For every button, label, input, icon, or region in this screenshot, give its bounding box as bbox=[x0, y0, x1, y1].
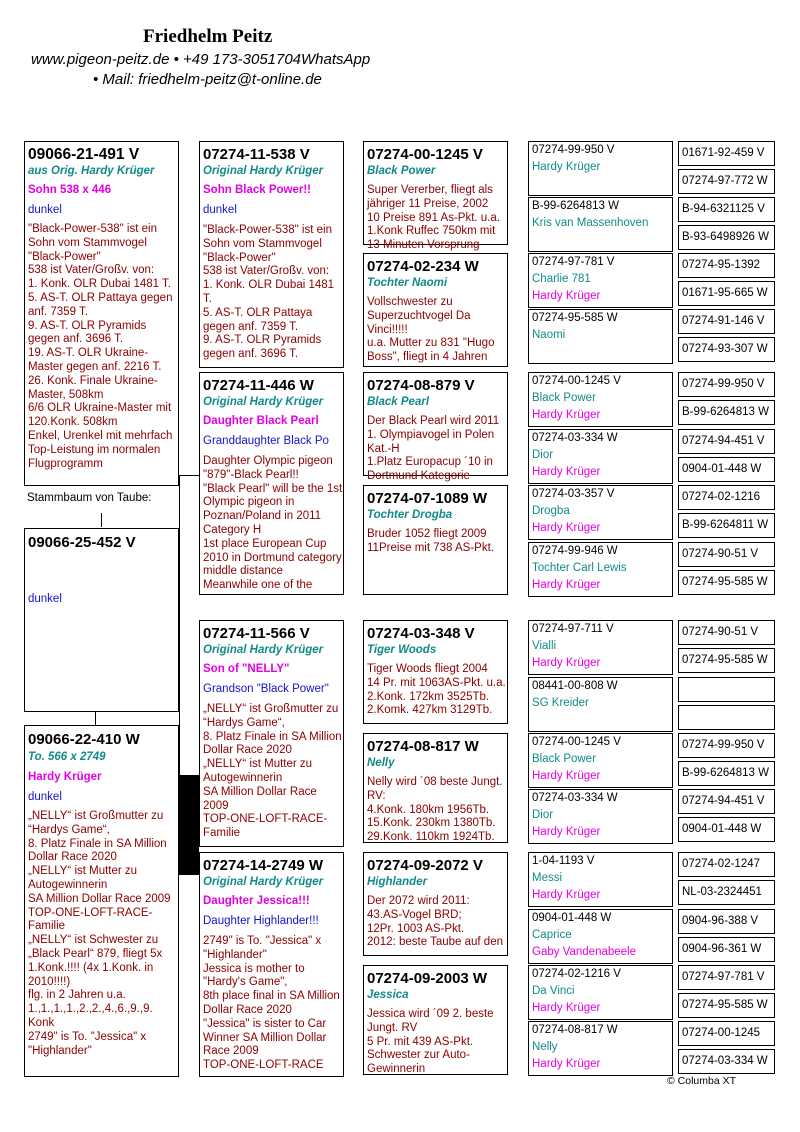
grandparent-card bbox=[363, 372, 508, 483]
parent-origin: Original Hardy Krüger bbox=[203, 165, 324, 177]
great-grandparent-card bbox=[528, 620, 673, 675]
gen5-card bbox=[678, 309, 775, 334]
gen5-ring: 01671-92-459 V bbox=[682, 147, 765, 159]
great-grandparent-breeder: Hardy Krüger bbox=[532, 1002, 601, 1014]
great-grandparent-name: Vialli bbox=[532, 640, 557, 652]
parent-ring: 07274-14-2749 W bbox=[203, 857, 324, 874]
gen5-card bbox=[678, 965, 775, 990]
great-grandparent-card bbox=[528, 197, 673, 252]
grandparent-remarks: Der Black Pearl wird 2011 1. Olympiavogel in Polen Kat.-H 1.Platz Europacup ´10 in Dortmund Kategorie bbox=[367, 415, 500, 483]
parent-note: Daughter Jessica!!! bbox=[203, 895, 310, 907]
great-grandparent-ring: 07274-00-1245 V bbox=[532, 736, 621, 748]
grandparent-ring: 07274-03-348 V bbox=[367, 625, 475, 642]
grandparent-name: Highlander bbox=[367, 876, 428, 888]
grandparent-name: Black Power bbox=[367, 165, 436, 177]
gen5-card bbox=[678, 169, 775, 194]
grandparent-ring: 07274-08-879 V bbox=[367, 377, 475, 394]
grandparent-remarks: Super Vererber, fliegt als jähriger 11 Preise, 2002 10 Preise 891 As-Pkt. u.a. 1.Konk Ruffec 750km mit 13 Minuten Vorsprung bbox=[367, 184, 500, 252]
great-grandparent-breeder: Hardy Krüger bbox=[532, 466, 601, 478]
great-grandparent-name: Messi bbox=[532, 872, 563, 884]
sibling2-remarks: „NELLY“ ist Großmutter zu “Hardys Game“, 8. Platz Finale in SA Million Dollar Race 2020 „NELLY“ ist Mutter zu Autogewinnerin SA Million Dollar Race 2009 TOP-ONE-LOFT-RACE-Familie „NELLY“ ist Schwester zu „Black Pearl“ 879, fliegt 5x 1.Konk.!!!! (4x 1.Konk. in 2010!!!!) flg. in 2 Jahren u.a. 1.,1.,1.,1.,2.,2.,4.,6.,9.,9. Konk 2749" is To. "Jessica" x "Highlander" bbox=[28, 810, 171, 1057]
sibling2-breeder: Hardy Krüger bbox=[28, 771, 102, 783]
gen5-card bbox=[678, 648, 775, 673]
parent-ring: 07274-11-446 W bbox=[203, 377, 314, 394]
gen5-ring: 07274-94-451 V bbox=[682, 435, 765, 447]
subject-color: dunkel bbox=[28, 204, 62, 216]
great-grandparent-name: Tochter Carl Lewis bbox=[532, 562, 627, 574]
gen5-card bbox=[678, 1049, 775, 1074]
gen5-card bbox=[678, 337, 775, 362]
connector-line bbox=[179, 475, 199, 476]
great-grandparent-ring: 07274-97-711 V bbox=[532, 623, 614, 635]
gen5-card bbox=[678, 733, 775, 758]
gen5-card bbox=[678, 852, 775, 877]
great-grandparent-breeder: Hardy Krüger bbox=[532, 579, 601, 591]
gen5-card bbox=[678, 909, 775, 934]
grandparent-name: Tochter Naomi bbox=[367, 277, 448, 289]
gen5-card bbox=[678, 817, 775, 842]
gen5-card bbox=[678, 761, 775, 786]
gen5-card bbox=[678, 372, 775, 397]
grandparent-remarks: Der 2072 wird 2011: 43.AS-Vogel BRD; 12Pr. 1003 AS-Pkt. 2012: beste Taube auf den bbox=[367, 895, 503, 949]
gen5-card bbox=[678, 281, 775, 306]
subject-origin: aus Orig. Hardy Krüger bbox=[28, 165, 155, 177]
gen5-card bbox=[678, 400, 775, 425]
parent-card bbox=[199, 852, 344, 1077]
grandparent-name: Nelly bbox=[367, 757, 395, 769]
gen5-card bbox=[678, 993, 775, 1018]
great-grandparent-breeder: Hardy Krüger bbox=[532, 1058, 601, 1070]
gen5-ring: 07274-95-585 W bbox=[682, 654, 768, 666]
great-grandparent-card bbox=[528, 542, 673, 597]
gen5-ring: 07274-95-585 W bbox=[682, 576, 768, 588]
mail-line: • Mail: friedhelm-peitz@t-online.de bbox=[93, 71, 322, 88]
subject-remarks: "Black-Power-538" ist ein Sohn vom Stammvogel "Black-Power" 538 ist Vater/Großv. von: 1. Konk. OLR Dubai 1481 T. 5. AS-T. OLR Pattaya gegen anf. 7359 T. 9. AS-T. OLR Pyramids gegen anf. 3696 T. 19. AS-T. OLR Ukraine-Master gegen anf. 2216 T. 26. Konk. Finale Ukraine-Master, 508km 6/6 OLR Ukraine-Master mit 120.Konk. 508km Enkel, Urenkel mit mehrfach Top-Leistung im normalen Flugprogramm bbox=[28, 223, 173, 470]
connector-line bbox=[179, 775, 200, 875]
gen5-card bbox=[678, 620, 775, 645]
great-grandparent-breeder: Gaby Vandenabeele bbox=[532, 946, 637, 958]
parent-remarks: „NELLY“ ist Großmutter zu “Hardys Game“, 8. Platz Finale in SA Million Dollar Race 2020 „NELLY“ ist Mutter zu Autogewinnerin SA Million Dollar Race 2009 TOP-ONE-LOFT-RACE-Familie bbox=[203, 703, 342, 840]
great-grandparent-name: Da Vinci bbox=[532, 985, 575, 997]
great-grandparent-name: Hardy Krüger bbox=[532, 161, 601, 173]
great-grandparent-ring: 07274-00-1245 V bbox=[532, 375, 621, 387]
grandparent-remarks: Tiger Woods fliegt 2004 14 Pr. mit 1063AS-Pkt. u.a. 2.Konk. 172km 3525Tb. 2.Komk. 427km 3129Tb. bbox=[367, 663, 506, 717]
gen5-ring: 0904-96-361 W bbox=[682, 943, 762, 955]
gen5-ring: 07274-99-950 V bbox=[682, 739, 765, 751]
great-grandparent-name: SG Kreider bbox=[532, 697, 589, 709]
grandparent-card bbox=[363, 485, 508, 595]
gen5-card bbox=[678, 225, 775, 250]
gen5-card bbox=[678, 789, 775, 814]
parent-note: Sohn Black Power!! bbox=[203, 184, 311, 196]
gen5-card bbox=[678, 141, 775, 166]
gen5-ring: 0904-96-388 V bbox=[682, 915, 759, 927]
great-grandparent-name: Nelly bbox=[532, 1041, 558, 1053]
gen5-ring: 0904-01-448 W bbox=[682, 463, 762, 475]
grandparent-ring: 07274-02-234 W bbox=[367, 258, 479, 275]
gen5-card bbox=[678, 1021, 775, 1046]
great-grandparent-card bbox=[528, 1021, 673, 1076]
gen5-card bbox=[678, 197, 775, 222]
parent-origin: Original Hardy Krüger bbox=[203, 876, 324, 888]
parent-note: Son of "NELLY" bbox=[203, 663, 290, 675]
gen5-ring: B-99-6264813 W bbox=[682, 767, 769, 779]
connector-line bbox=[95, 712, 96, 725]
great-grandparent-ring: 07274-03-357 V bbox=[532, 488, 615, 500]
subject-card bbox=[24, 141, 179, 486]
footer-copyright: © Columba XT bbox=[667, 1075, 737, 1087]
contact-line: www.pigeon-peitz.de • +49 173-3051704WhatsApp bbox=[31, 51, 371, 68]
gen5-card bbox=[678, 253, 775, 278]
great-grandparent-card bbox=[528, 309, 673, 364]
grandparent-ring: 07274-00-1245 V bbox=[367, 146, 483, 163]
great-grandparent-ring: 07274-99-946 W bbox=[532, 545, 618, 557]
great-grandparent-card bbox=[528, 429, 673, 484]
great-grandparent-card bbox=[528, 852, 673, 907]
great-grandparent-ring: 07274-97-781 V bbox=[532, 256, 615, 268]
gen5-ring: 07274-94-451 V bbox=[682, 795, 765, 807]
great-grandparent-breeder: Hardy Krüger bbox=[532, 290, 601, 302]
great-grandparent-name: Dior bbox=[532, 809, 554, 821]
gen5-card bbox=[678, 880, 775, 905]
grandparent-remarks: Bruder 1052 fliegt 2009 11Preise mit 738 AS-Pkt. bbox=[367, 528, 494, 554]
great-grandparent-card bbox=[528, 677, 673, 732]
subject-ring: 09066-21-491 V bbox=[28, 146, 140, 163]
grandparent-card bbox=[363, 965, 508, 1075]
gen5-card bbox=[678, 937, 775, 962]
sibling-card bbox=[24, 528, 179, 712]
sibling2-card bbox=[24, 725, 179, 1077]
great-grandparent-ring: 07274-03-334 W bbox=[532, 792, 618, 804]
parent-ring: 07274-11-538 V bbox=[203, 146, 310, 163]
gen5-ring: 07274-03-334 W bbox=[682, 1055, 768, 1067]
parent-origin: Original Hardy Krüger bbox=[203, 396, 324, 408]
great-grandparent-card bbox=[528, 909, 673, 964]
gen5-ring: B-99-6264811 W bbox=[682, 519, 769, 531]
gen5-ring: 07274-97-781 V bbox=[682, 971, 765, 983]
great-grandparent-name: Caprice bbox=[532, 929, 572, 941]
pedigree-caption: Stammbaum von Taube: bbox=[27, 492, 152, 504]
sibling-ring: 09066-25-452 V bbox=[28, 534, 136, 551]
parent-card bbox=[199, 620, 344, 847]
grandparent-name: Tochter Drogba bbox=[367, 509, 453, 521]
gen5-card bbox=[678, 705, 775, 730]
great-grandparent-name: Charlie 781 bbox=[532, 273, 591, 285]
great-grandparent-card bbox=[528, 141, 673, 196]
grandparent-ring: 07274-08-817 W bbox=[367, 738, 479, 755]
grandparent-name: Black Pearl bbox=[367, 396, 430, 408]
gen5-card bbox=[678, 570, 775, 595]
gen5-ring: 07274-99-950 V bbox=[682, 378, 765, 390]
gen5-card bbox=[678, 485, 775, 510]
great-grandparent-card bbox=[528, 733, 673, 788]
great-grandparent-card bbox=[528, 485, 673, 540]
gen5-card bbox=[678, 429, 775, 454]
gen5-ring: 01671-95-665 W bbox=[682, 287, 768, 299]
great-grandparent-card bbox=[528, 372, 673, 427]
breeder-name: Friedhelm Peitz bbox=[143, 26, 273, 47]
grandparent-card bbox=[363, 141, 508, 252]
great-grandparent-ring: 07274-03-334 W bbox=[532, 432, 618, 444]
grandparent-name: Tiger Woods bbox=[367, 644, 437, 656]
grandparent-remarks: Vollschwester zu Superzuchtvogel Da Vinci!!!!! u.a. Mutter zu 831 "Hugo Boss", fliegt in 4 Jahren bbox=[367, 296, 495, 364]
gen5-ring: B-93-6498926 W bbox=[682, 231, 769, 243]
gen5-ring: 07274-93-307 W bbox=[682, 343, 768, 355]
great-grandparent-name: Naomi bbox=[532, 329, 566, 341]
great-grandparent-breeder: Hardy Krüger bbox=[532, 770, 601, 782]
great-grandparent-ring: 1-04-1193 V bbox=[532, 855, 595, 867]
connector-line bbox=[101, 513, 102, 527]
gen5-ring: B-99-6264813 W bbox=[682, 406, 769, 418]
gen5-ring: 07274-90-51 V bbox=[682, 626, 759, 638]
gen5-ring: NL-03-2324451 bbox=[682, 886, 762, 898]
great-grandparent-name: Drogba bbox=[532, 505, 570, 517]
gen5-card bbox=[678, 457, 775, 482]
great-grandparent-ring: 07274-95-585 W bbox=[532, 312, 618, 324]
grandparent-ring: 07274-09-2003 W bbox=[367, 970, 488, 987]
grandparent-card bbox=[363, 852, 508, 956]
gen5-ring: 07274-97-772 W bbox=[682, 175, 768, 187]
parent-color: Daughter Highlander!!! bbox=[203, 915, 319, 927]
great-grandparent-ring: 08441-00-808 W bbox=[532, 680, 618, 692]
gen5-ring: 07274-02-1216 bbox=[682, 491, 761, 503]
great-grandparent-name: Kris van Massenhoven bbox=[532, 217, 649, 229]
sibling-color: dunkel bbox=[28, 593, 62, 605]
grandparent-remarks: Nelly wird ´08 beste Jungt. RV: 4.Konk. 180km 1956Tb. 15.Konk. 230km 1380Tb. 29.Konk. 110km 1924Tb. bbox=[367, 776, 503, 844]
gen5-ring: 07274-95-1392 bbox=[682, 259, 761, 271]
great-grandparent-ring: 07274-02-1216 V bbox=[532, 968, 621, 980]
great-grandparent-card bbox=[528, 789, 673, 844]
grandparent-card bbox=[363, 733, 508, 843]
parent-card bbox=[199, 372, 344, 595]
parent-remarks: "Black-Power-538" ist ein Sohn vom Stammvogel "Black-Power" 538 ist Vater/Großv. von: 1. Konk. OLR Dubai 1481 T. 5. AS-T. OLR Pattaya gegen anf. 7359 T. 9. AS-T. OLR Pyramids gegen anf. 3696 T. bbox=[203, 224, 335, 361]
gen5-card bbox=[678, 542, 775, 567]
great-grandparent-card bbox=[528, 253, 673, 308]
great-grandparent-breeder: Hardy Krüger bbox=[532, 657, 601, 669]
grandparent-card bbox=[363, 620, 508, 724]
parent-card bbox=[199, 141, 344, 368]
parent-remarks: 2749" is To. "Jessica" x "Highlander" Jessica is mother to "Hardy's Game", 8th place final in SA Million Dollar Race 2020 "Jessica" is sister to Car Winner SA Million Dollar Race 2009 TOP-ONE-LOFT-RACE bbox=[203, 935, 340, 1072]
grandparent-ring: 07274-09-2072 V bbox=[367, 857, 483, 874]
sibling2-ring: 09066-22-410 W bbox=[28, 731, 140, 748]
grandparent-ring: 07274-07-1089 W bbox=[367, 490, 488, 507]
great-grandparent-breeder: Hardy Krüger bbox=[532, 522, 601, 534]
gen5-ring: 07274-95-585 W bbox=[682, 999, 768, 1011]
parent-color: Grandson "Black Power" bbox=[203, 683, 329, 695]
great-grandparent-ring: B-99-6264813 W bbox=[532, 200, 619, 212]
gen5-ring: 0904-01-448 W bbox=[682, 823, 762, 835]
great-grandparent-name: Dior bbox=[532, 449, 554, 461]
sibling2-color: dunkel bbox=[28, 791, 62, 803]
parent-color: Granddaughter Black Po bbox=[203, 435, 329, 447]
great-grandparent-name: Black Power bbox=[532, 392, 596, 404]
parent-color: dunkel bbox=[203, 204, 237, 216]
parent-ring: 07274-11-566 V bbox=[203, 625, 310, 642]
great-grandparent-ring: 07274-99-950 V bbox=[532, 144, 615, 156]
connector-line bbox=[179, 475, 180, 775]
gen5-ring: B-94-6321125 V bbox=[682, 203, 765, 215]
subject-pairing: Sohn 538 x 446 bbox=[28, 184, 112, 196]
great-grandparent-breeder: Hardy Krüger bbox=[532, 889, 601, 901]
great-grandparent-ring: 07274-08-817 W bbox=[532, 1024, 618, 1036]
great-grandparent-breeder: Hardy Krüger bbox=[532, 826, 601, 838]
gen5-ring: 07274-91-146 V bbox=[682, 315, 765, 327]
gen5-card bbox=[678, 677, 775, 702]
sibling2-pairing: To. 566 x 2749 bbox=[28, 751, 106, 763]
gen5-ring: 07274-00-1245 bbox=[682, 1027, 761, 1039]
parent-note: Daughter Black Pearl bbox=[203, 415, 319, 427]
parent-origin: Original Hardy Krüger bbox=[203, 644, 324, 656]
gen5-ring: 07274-90-51 V bbox=[682, 548, 759, 560]
gen5-card bbox=[678, 513, 775, 538]
gen5-ring: 07274-02-1247 bbox=[682, 858, 761, 870]
parent-remarks: Daughter Olympic pigeon "879"-Black Pearl!! "Black Pearl" will be the 1st Olympic pigeon in Poznan/Poland in 2011 Category H 1st place European Cup 2010 in Dortmund category middle distance Meanwhile one of the bbox=[203, 455, 343, 592]
grandparent-name: Jessica bbox=[367, 989, 409, 1001]
grandparent-remarks: Jessica wird ´09 2. beste Jungt. RV 5 Pr. mit 439 AS-Pkt. Schwester zur Auto-Gewinnerin bbox=[367, 1008, 494, 1076]
great-grandparent-name: Black Power bbox=[532, 753, 596, 765]
great-grandparent-card bbox=[528, 965, 673, 1020]
great-grandparent-ring: 0904-01-448 W bbox=[532, 912, 612, 924]
grandparent-card bbox=[363, 253, 508, 367]
great-grandparent-breeder: Hardy Krüger bbox=[532, 409, 601, 421]
